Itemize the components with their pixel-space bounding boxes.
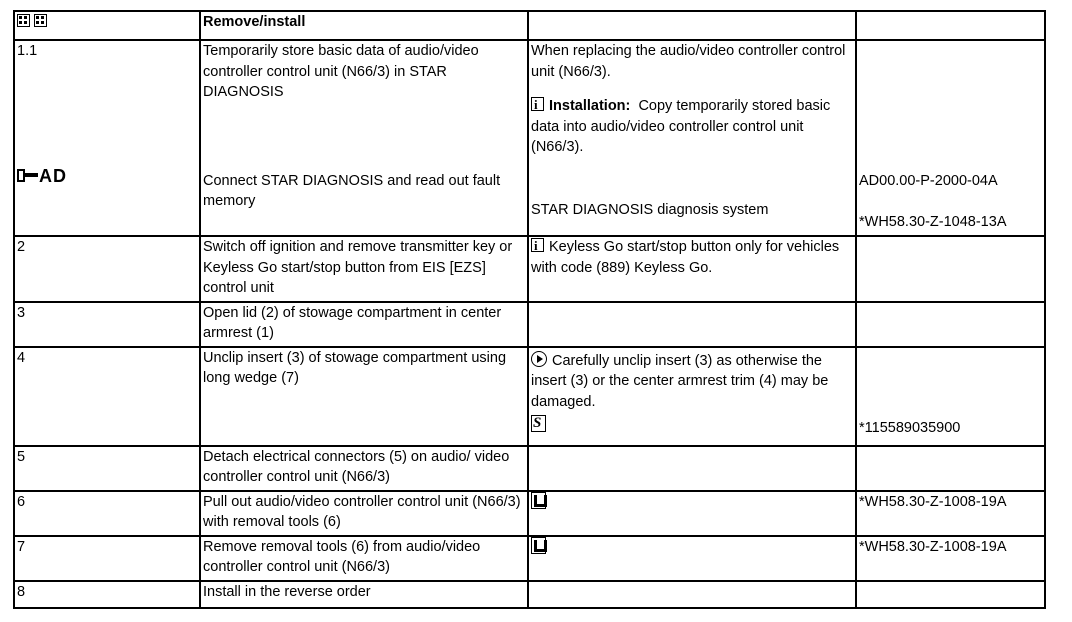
system-text: STAR DIAGNOSIS diagnosis system	[531, 201, 769, 218]
header-icons-cell	[14, 11, 200, 40]
step-number: 1.1	[17, 43, 38, 59]
grid-icon	[17, 14, 30, 27]
step-number: 2	[14, 236, 200, 302]
action-text: Switch off ignition and remove transmitter key or Keyless Go start/stop button from EIS [EZS] control unit	[200, 236, 528, 302]
reference-text	[856, 302, 1045, 347]
note-text: When replacing the audio/video controller control unit (N66/3).	[531, 43, 846, 80]
action-text: Detach electrical connectors (5) on audio/ video controller control unit (N66/3)	[200, 446, 528, 491]
note-cell	[528, 236, 856, 302]
removal-tool-icon	[531, 492, 546, 509]
reference-text: *115589035900	[859, 419, 961, 436]
procedure-table	[13, 10, 1046, 609]
removal-tool-icon	[531, 537, 546, 554]
installation-text: Copy temporarily stored basic data into audio/video controller control unit (N66/3).	[531, 98, 831, 155]
ad-label: AD	[39, 165, 67, 186]
step-cell	[14, 40, 200, 236]
grid-icon	[34, 14, 47, 27]
note-text	[528, 302, 856, 347]
table-row	[14, 581, 1045, 608]
table-row	[14, 236, 1045, 302]
note-text: Carefully unclip insert (3) as otherwise the insert (3) or the center armrest trim (4) may be damaged.	[531, 352, 829, 410]
reference-text	[856, 446, 1045, 491]
action-text: Temporarily store basic data of audio/video controller control unit (N66/3) in STAR DIAGNOSIS	[203, 43, 479, 100]
note-text: Keyless Go start/stop button only for vehicles with code (889) Keyless Go.	[531, 239, 840, 276]
step-number: 7	[14, 536, 200, 581]
action-text: Install in the reverse order	[200, 581, 528, 608]
note-cell	[528, 40, 856, 236]
installation-note	[531, 96, 852, 158]
step-number: 3	[14, 302, 200, 347]
reference-text: *WH58.30-Z-1008-19A	[856, 536, 1045, 581]
header-empty-cell	[528, 11, 856, 40]
table-row	[14, 302, 1045, 347]
hand-pointer-icon	[17, 169, 39, 183]
action-cell	[200, 347, 528, 446]
table-row	[14, 491, 1045, 536]
action-text: Pull out audio/video controller control unit (N66/3) with removal tools (6)	[200, 491, 528, 536]
step-number: 8	[14, 581, 200, 608]
table-row	[14, 347, 1045, 446]
reference-cell	[856, 347, 1045, 446]
info-icon	[531, 97, 544, 111]
note-cell	[528, 347, 856, 446]
note-text	[528, 446, 856, 491]
table-row	[14, 40, 1045, 236]
note-cell	[528, 536, 856, 581]
step-number: 6	[14, 491, 200, 536]
action-text: Connect STAR DIAGNOSIS and read out fault memory	[203, 172, 501, 209]
header-row	[14, 11, 1045, 40]
note-cell	[528, 491, 856, 536]
installation-label: Installation:	[549, 98, 631, 114]
step-number: 5	[14, 446, 200, 491]
reference-cell	[856, 40, 1045, 236]
reference-text: *WH58.30-Z-1048-13A	[859, 213, 1007, 230]
note-text	[528, 581, 856, 608]
table-row	[14, 446, 1045, 491]
reference-text: *WH58.30-Z-1008-19A	[856, 491, 1045, 536]
info-icon	[531, 238, 544, 252]
action-text: Open lid (2) of stowage compartment in center armrest (1)	[200, 302, 528, 347]
reference-text: AD00.00-P-2000-04A	[859, 173, 998, 189]
action-cell	[200, 40, 528, 236]
reference-text	[856, 581, 1045, 608]
header-empty-cell	[856, 11, 1045, 40]
action-text: Unclip insert (3) of stowage compartment using	[203, 349, 507, 366]
caution-icon	[531, 351, 547, 367]
reference-text	[856, 236, 1045, 302]
header-title: Remove/install	[200, 11, 528, 40]
table-row	[14, 536, 1045, 581]
step-number: 4	[14, 347, 200, 446]
special-tool-icon	[531, 415, 546, 432]
action-text: Remove removal tools (6) from audio/video controller control unit (N66/3)	[200, 536, 528, 581]
reference-mark	[17, 166, 196, 189]
action-text: long wedge (7)	[203, 370, 299, 386]
